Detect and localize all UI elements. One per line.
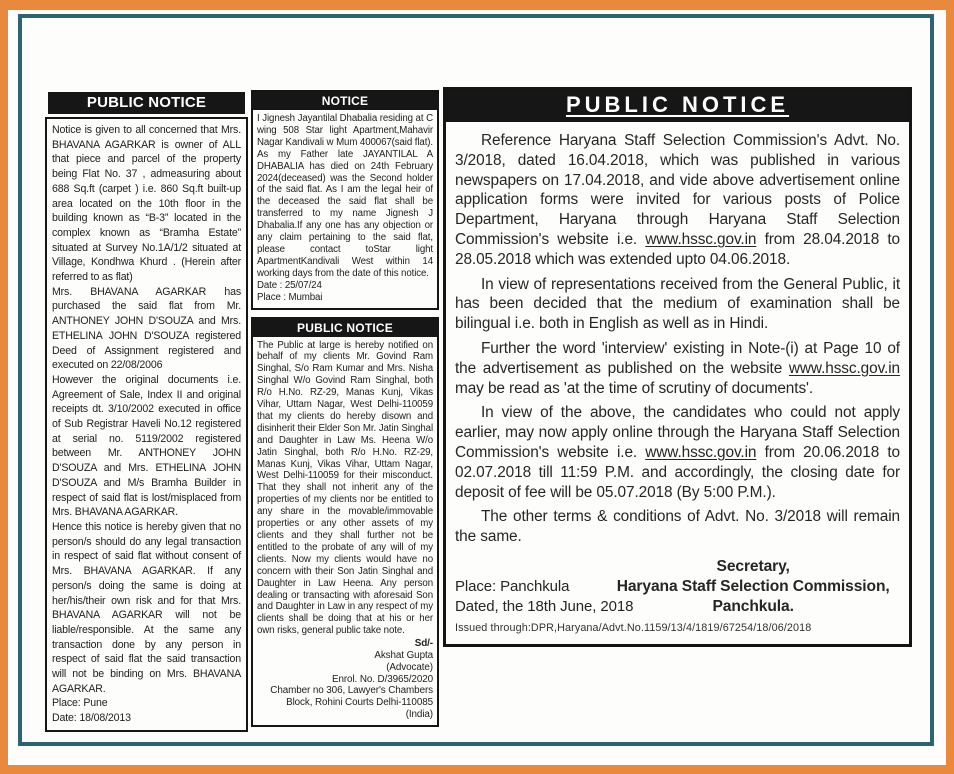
signature-enrol: Enrol. No. D/3965/2020 bbox=[331, 673, 433, 685]
signature-address-2: Block, Rohini Courts Delhi-110085 (India) bbox=[286, 697, 433, 720]
signature-address-1: Chamber no 306, Lawyer's Chambers bbox=[270, 685, 433, 697]
middle-notices-column bbox=[251, 90, 439, 734]
signature-name: Akshat Gupta bbox=[374, 649, 433, 661]
left-notice-body bbox=[45, 117, 248, 732]
left-notice-paragraph: Notice is given to all concerned that Mrs. BHAVANA AGARKAR is owner of ALL that piece and parcel of the property being Flat No. 37 , admeasuring about 688 Sq.ft (carpet ) i.e. 860 Sq.ft built-up area located on the 10th floor in the building known as “B-3” located in the complex known as “Bramha Estate” situated at Survey No.1A/1/2 situated at Village, Kondhwa Khurd . (Herein after referred to as flat) bbox=[52, 124, 241, 284]
right-notice-place: Place: Panchkula bbox=[455, 577, 570, 595]
right-notice-dated: Dated, the 18th June, 2018 bbox=[455, 597, 634, 615]
right-notice-box bbox=[443, 87, 912, 647]
middle-top-notice-date: Date : 25/07/24 bbox=[257, 279, 322, 291]
right-notice-paragraph: Reference Haryana Staff Selection Commission's Advt. No. 3/2018, dated 16.04.2018, which was published in various newspapers on 17.04.2018, and vide above advertisement online application forms were invited for various posts of Police Department, Haryana through Haryana Staff Selection Commission's website i.e. www.hssc.gov.in from 28.04.2018 to 28.05.2018 which was extended upto 04.06.2018. bbox=[455, 132, 900, 268]
middle-bottom-notice-title: PUBLIC NOTICE bbox=[253, 319, 437, 337]
left-notice-date: Date: 18/08/2013 bbox=[52, 712, 131, 725]
signature-city: Panchkula. bbox=[712, 597, 794, 615]
middle-bottom-notice-body bbox=[253, 337, 437, 725]
left-public-notice bbox=[45, 92, 248, 732]
signature-title: Secretary, bbox=[716, 557, 790, 575]
signature-org: Haryana Staff Selection Commission, bbox=[616, 577, 890, 595]
right-notice-body bbox=[446, 122, 909, 644]
right-notice-paragraph: In view of the above, the candidates who could not apply earlier, may now apply online through the Haryana Staff Selection Commission's website i.e. www.hssc.gov.in from 20.06.2018 to 02.07.2018 till 11:59 P.M. and accordingly, the closing date for deposit of fee will be 05.07.2018 (By 5:00 P.M.). bbox=[455, 404, 900, 501]
middle-top-notice-place: Place : Mumbai bbox=[257, 291, 323, 303]
left-notice-paragraph: However the original documents i.e. Agreement of Sale, Index II and original receipts dt. 3/10/2002 executed in office of Sub Registrar Haveli No.12 registered at serial no. 5119/2002 registered between Mr. ANTHONEY JOHN D'SOUZA and Mrs. ETHELINA JOHN D'SOUZA and M/s Bramha Builder in respect of said flat is lost/misplaced from Mrs. BHAVANA AGARKAR. bbox=[52, 373, 241, 519]
issued-through-line: Issued through:DPR,Haryana/Advt.No.1159/13/4/1819/67254/18/06/2018 bbox=[455, 621, 812, 634]
right-notice-paragraph: Further the word 'interview' existing in Note-(i) at Page 10 of the advertisement as published on the website www.hssc.gov.in may be read as 'at the time of scrutiny of documents'. bbox=[455, 339, 900, 397]
middle-top-notice bbox=[251, 90, 439, 310]
signature-role: (Advocate) bbox=[386, 661, 433, 673]
left-notice-paragraph: Mrs. BHAVANA AGARKAR has purchased the said flat from Mr. ANTHONEY JOHN D'SOUZA and Mrs. ETHELINA JOHN D'SOUZA registered Deed of Assignment registered and executed on 22/08/2006 bbox=[52, 285, 241, 372]
middle-bottom-notice-text: The Public at large is hereby notified on behalf of my clients Mr. Govind Ram Singhal, S/o Ram Kumar and Mrs. Nisha Singhal W/o Govind Ram Singhal, both R/o H.No. RZ-29, Manas Kunj, Vikas Vihar, Uttam Nagar, West Delhi-110059 that my clients do hereby disown and disinherit their Elder Son Mr. Jatin Singhal and Daughter in Law Ms. Heena W/o Jatin Singhal, both R/o H.No. RZ-29, Manas Kunj, Vikas Vihar, Uttam Nagar, West Delhi-110059 for their misconduct. That they shall not inherit any of the properties of my clients nor be entitled to any share in the movable/immovable properties or any other assets of my clients and they shall further not be entitled to the probate of any will of my clients. Now my clients would have no concern with their Son Jatin Singhal and Daughter in Law Heena. Any person dealing or transacting with aforesaid Son and Daughter in Law in any respect of my clients shall be doing that at his or her own risks, general public take note. bbox=[257, 339, 433, 637]
left-notice-paragraph: Hence this notice is hereby given that no person/s should do any legal transaction in respect of said flat without consent of Mrs. BHAVANA AGARKAR. If any person/s doing the same is doing at her/his/their own risk and for that Mrs. BHAVANA AGARKAR will not be liable/responsible. At the same any transaction done by any person in respect of said flat the said transaction will not be binding on Mrs. BHAVANA AGARKAR. bbox=[52, 520, 241, 695]
middle-top-notice-text: I Jignesh Jayantilal Dhabalia residing at C wing 508 Star light Apartment,Mahavir Nagar Kandivali w Mum 400067(said flat). As my Father late JAYANTILAL A DHABALIA has died on 24th February 2024(deceased) was the Second holder of the said flat. As I am the legal heir of the deceased the said flat shall be transferred to my name Jignesh J Dhabalia.If any one has any objection or any claim pertaining to the said flat, please contact toStar light ApartmentKandivali West within 14 working days from the date of this notice. bbox=[257, 113, 433, 279]
right-notice-paragraph: The other terms & conditions of Advt. No. 3/2018 will remain the same. bbox=[455, 508, 900, 546]
right-notice-paragraph: In view of representations received from the General Public, it has been decided that the medium of examination shall be bilingual i.e. both in English as well as in Hindi. bbox=[455, 275, 900, 333]
signature-sd: Sd/- bbox=[414, 638, 433, 650]
middle-top-notice-body bbox=[253, 110, 437, 308]
middle-top-notice-title: NOTICE bbox=[253, 92, 437, 110]
middle-bottom-notice bbox=[251, 317, 439, 727]
advocate-signature-block bbox=[257, 638, 433, 721]
right-notice-title: PUBLIC NOTICE bbox=[446, 90, 909, 122]
left-notice-title: PUBLIC NOTICE bbox=[48, 92, 245, 114]
right-public-notice-hssc bbox=[443, 87, 912, 647]
left-notice-place: Place: Pune bbox=[52, 697, 108, 710]
